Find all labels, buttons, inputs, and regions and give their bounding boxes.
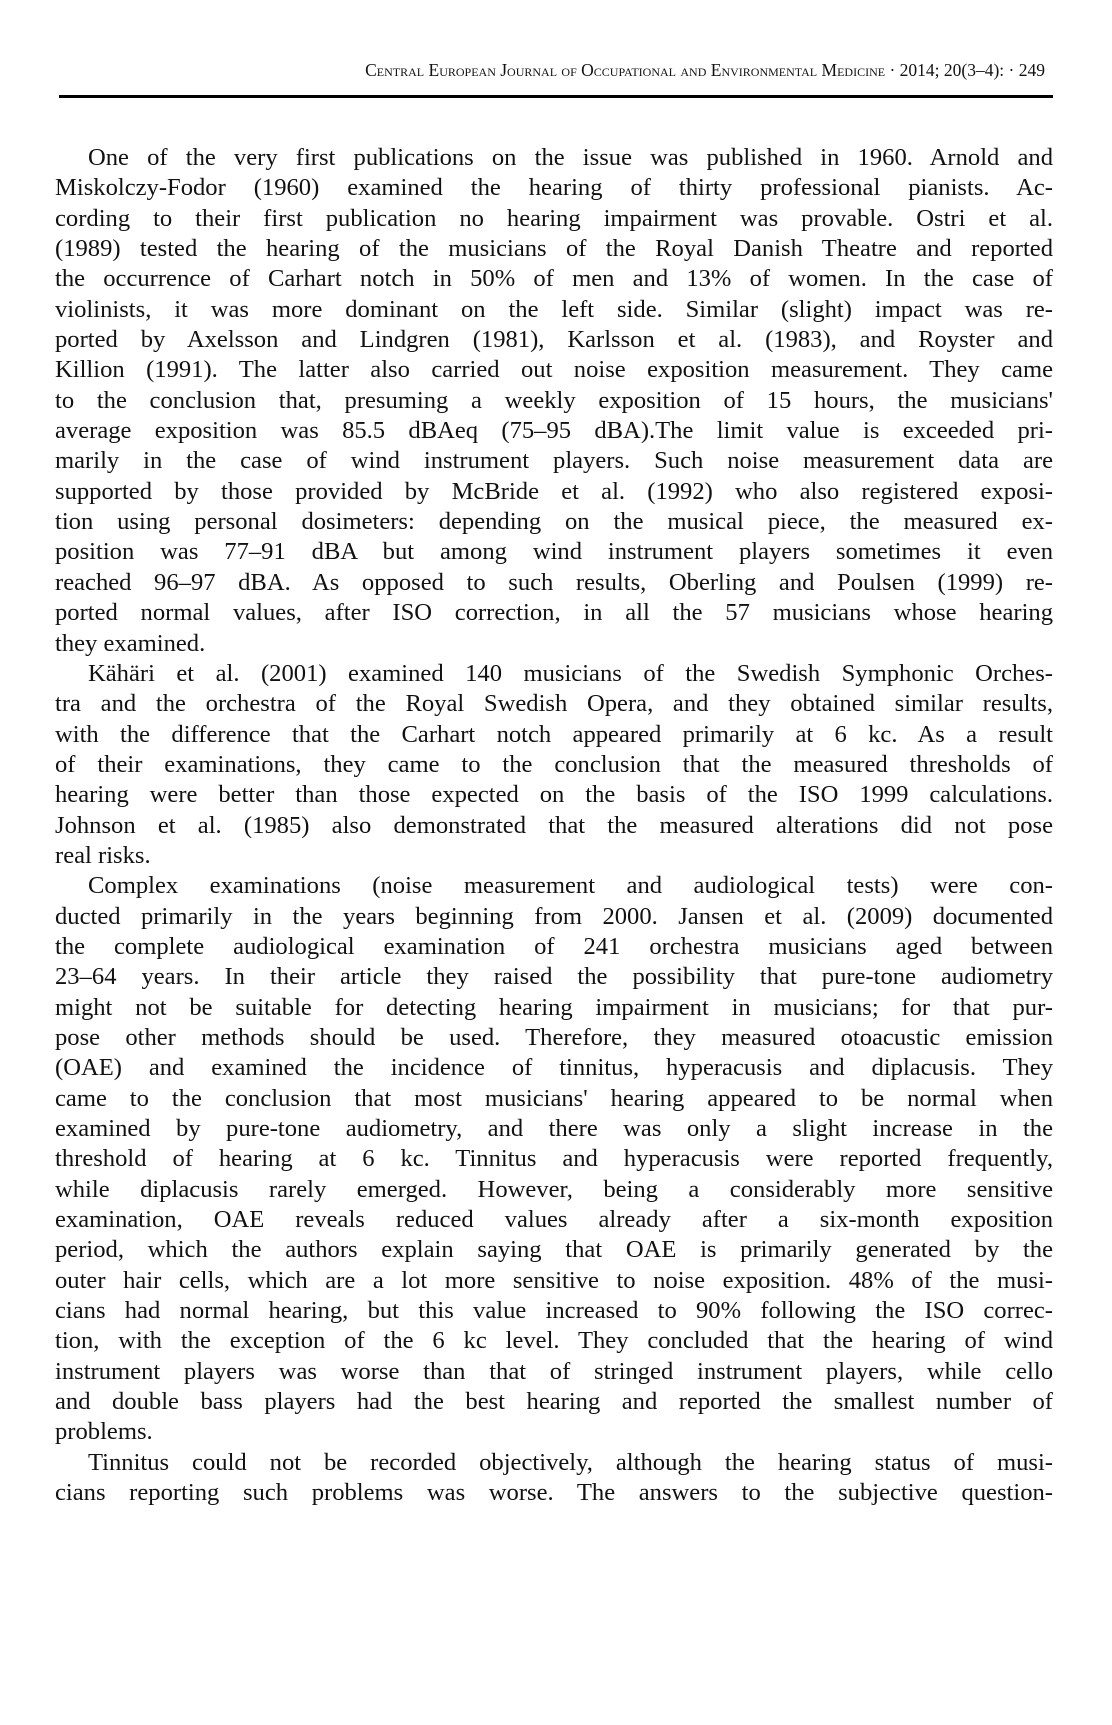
text-line: of their examinations, they came to the conclusion that the measured thresholds of	[55, 750, 1053, 778]
text-line: One of the very first publications on the issue was published in 1960. Arnold and	[88, 144, 1053, 171]
text-line: might not be suitable for detecting hearing impairment in musicians; for that pur-	[55, 993, 1053, 1021]
header-text	[365, 60, 1045, 81]
text-line: Miskolczy-Fodor (1960) examined the hearing of thirty professional pianists. Ac-	[55, 174, 1053, 202]
text-line: and double bass players had the best hearing and reported the smallest number of	[55, 1388, 1053, 1416]
text-line: came to the conclusion that most musicians' hearing appeared to be normal when	[55, 1084, 1053, 1112]
text-line: ported by Axelsson and Lindgren (1981), Karlsson et al. (1983), and Royster and	[55, 326, 1053, 354]
text-line: the complete audiological examination of 241 orchestra musicians aged between	[55, 932, 1053, 960]
text-line: 23–64 years. In their article they raised the possibility that pure-tone audiometry	[55, 963, 1053, 991]
paragraph	[55, 659, 1053, 871]
text-line: they examined.	[55, 629, 206, 657]
text-line: threshold of hearing at 6 kc. Tinnitus and hyperacusis were reported frequently,	[55, 1145, 1053, 1173]
text-line: problems.	[55, 1418, 153, 1446]
header-separator: ·	[1004, 60, 1019, 80]
text-line: with the difference that the Carhart notch appeared primarily at 6 kc. As a result	[55, 720, 1053, 748]
text-line: while diplacusis rarely emerged. However, being a considerably more sensitive	[55, 1175, 1053, 1203]
text-line: examination, OAE reveals reduced values already after a six-month exposition	[55, 1206, 1053, 1234]
journal-title: Central European Journal of Occupational and Environmental Medicine	[365, 60, 886, 80]
paragraph	[55, 1448, 1053, 1509]
text-line: pose other methods should be used. Therefore, they measured otoacustic emission	[55, 1023, 1053, 1051]
text-line: tion, with the exception of the 6 kc level. They concluded that the hearing of wind	[55, 1327, 1053, 1355]
text-line: cording to their first publication no hearing impairment was provable. Ostri et al.	[55, 204, 1053, 232]
running-header	[59, 58, 1053, 98]
text-line: Tinnitus could not be recorded objectively, although the hearing status of musi-	[88, 1448, 1053, 1476]
text-line: outer hair cells, which are a lot more sensitive to noise exposition. 48% of the musi-	[55, 1266, 1053, 1294]
text-line: (1989) tested the hearing of the musicians of the Royal Danish Theatre and reported	[55, 235, 1053, 263]
text-line: hearing were better than those expected on the basis of the ISO 1999 calculations.	[55, 781, 1053, 809]
citation: 2014; 20(3–4):	[899, 60, 1005, 80]
paragraph	[55, 871, 1053, 1448]
text-line: average exposition was 85.5 dBAeq (75–95 dBA).The limit value is exceeded pri-	[55, 417, 1053, 445]
text-line: position was 77–91 dBA but among wind instrument players sometimes it even	[55, 538, 1053, 566]
page-number: 249	[1018, 60, 1045, 80]
text-line: real risks.	[55, 841, 151, 869]
text-line: examined by pure-tone audiometry, and there was only a slight increase in the	[55, 1115, 1053, 1142]
text-line: period, which the authors explain saying that OAE is primarily generated by the	[55, 1236, 1053, 1264]
text-line: Complex examinations (noise measurement and audiological tests) were con-	[88, 872, 1053, 900]
text-line: instrument players was worse than that of stringed instrument players, while cello	[55, 1357, 1053, 1385]
text-line: ported normal values, after ISO correction, in all the 57 musicians whose hearing	[55, 599, 1053, 627]
text-line: supported by those provided by McBride et al. (1992) who also registered exposi-	[55, 477, 1053, 505]
text-line: cians reporting such problems was worse. The answers to the subjective question-	[55, 1479, 1053, 1507]
text-line: marily in the case of wind instrument players. Such noise measurement data are	[55, 447, 1053, 475]
text-line: violinists, it was more dominant on the left side. Similar (slight) impact was re-	[55, 295, 1053, 323]
text-line: ducted primarily in the years beginning from 2000. Jansen et al. (2009) documented	[55, 902, 1053, 930]
text-line: the occurrence of Carhart notch in 50% of men and 13% of women. In the case of	[55, 265, 1053, 293]
text-line: Kähäri et al. (2001) examined 140 musicians of the Swedish Symphonic Orches-	[88, 659, 1053, 687]
text-line: Johnson et al. (1985) also demonstrated that the measured alterations did not pose	[55, 811, 1053, 839]
paragraph	[55, 143, 1053, 659]
text-line: reached 96–97 dBA. As opposed to such results, Oberling and Poulsen (1999) re-	[55, 568, 1053, 596]
article-body	[55, 143, 1053, 1508]
header-separator: ·	[885, 60, 900, 80]
text-line: (OAE) and examined the incidence of tinnitus, hyperacusis and diplacusis. They	[55, 1054, 1053, 1082]
text-line: cians had normal hearing, but this value increased to 90% following the ISO correc-	[55, 1297, 1053, 1325]
text-line: tra and the orchestra of the Royal Swedish Opera, and they obtained similar results,	[55, 690, 1053, 718]
text-line: Killion (1991). The latter also carried out noise exposition measurement. They came	[55, 356, 1053, 384]
text-line: to the conclusion that, presuming a weekly exposition of 15 hours, the musicians'	[55, 386, 1053, 414]
text-line: tion using personal dosimeters: depending on the musical piece, the measured ex-	[55, 508, 1053, 536]
